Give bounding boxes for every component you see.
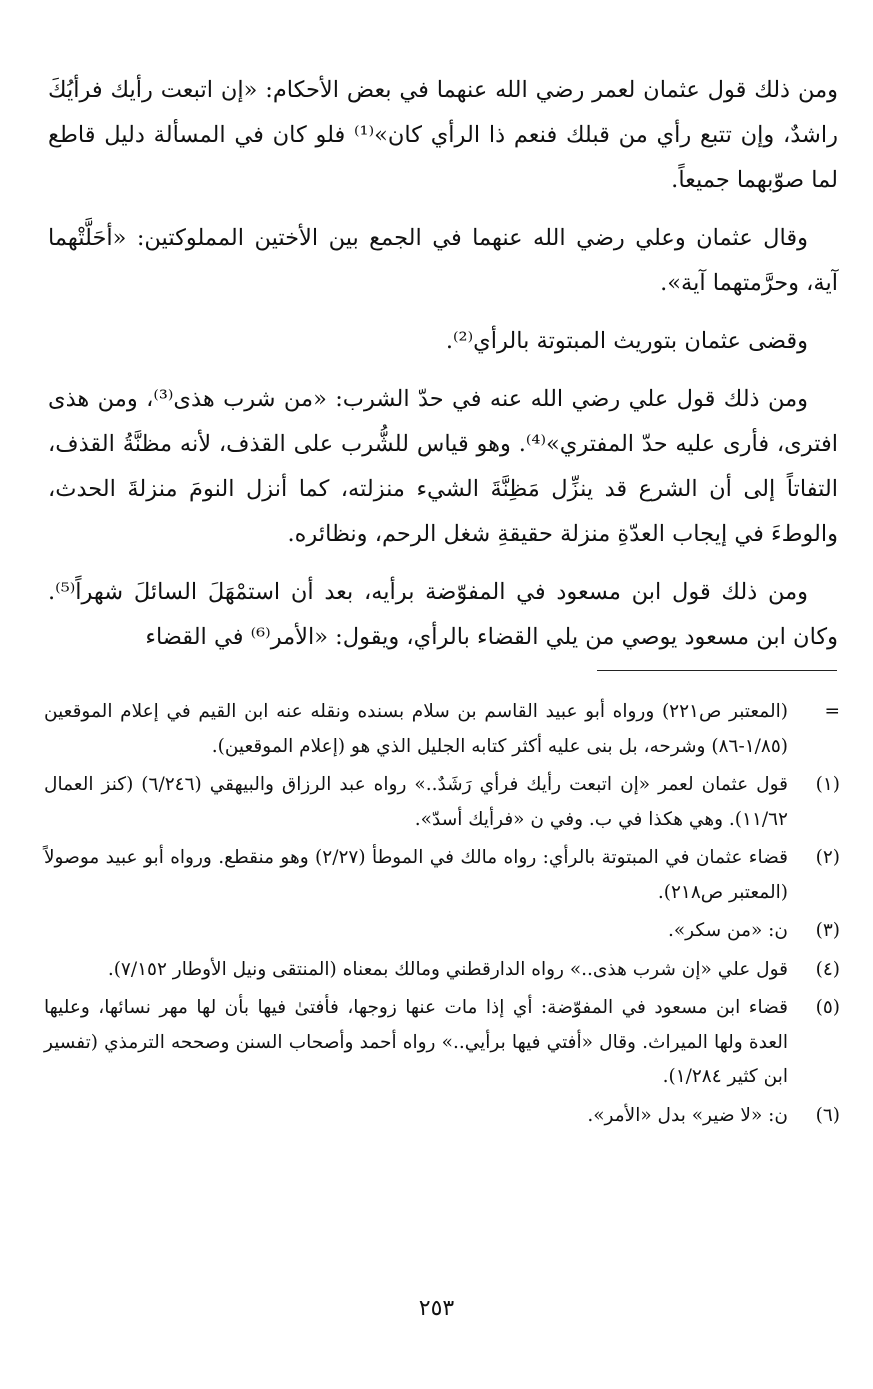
paragraph-4: ومن ذلك قول علي رضي الله عنه في حدّ الشرب: «من شرب هذى⁽³⁾، ومن هذى افترى، فأرى عليه حدّ المفتري»⁽⁴⁾. وهو قياس للشُّرب على القذف، لأنه مظنَّةُ القذف، التفاتاً إلى أن الشرع قد ينزِّل مَظِنَّةَ الشيء منزلته، كما أنزل النومَ منزلةَ الحدث، والوطءَ في إيجاب العدّةِ منزلة حقيقةِ شغل الرحم، ونظائره. [48, 386, 838, 547]
footnote-2 [44, 841, 840, 910]
footnotes [44, 695, 840, 1137]
footnote-marker: (٤) [815, 958, 840, 980]
footnote-5 [44, 991, 840, 1095]
footnote-text: قول علي «إن شرب هذى..» رواه الدارقطني ومالك بمعناه (المنتقى ونيل الأوطار ٧/١٥٢). [107, 958, 788, 980]
footnote-4 [44, 953, 840, 988]
footnote-text: ن: «لا ضير» بدل «الأمر». [587, 1104, 788, 1126]
page-number: ٢٥٣ [418, 1296, 455, 1321]
paragraph-3: وقضى عثمان بتوريث المبتوتة بالرأي⁽²⁾. [445, 328, 808, 354]
footnote-marker: (٣) [815, 920, 840, 941]
footnote-continued [44, 695, 840, 764]
footnote-marker: (٢) [815, 847, 840, 868]
main-text [48, 68, 838, 673]
footnote-separator [597, 670, 837, 671]
footnote-3 [44, 914, 840, 949]
paragraph-1: ومن ذلك قول عثمان لعمر رضي الله عنهما في بعض الأحكام: «إن اتبعت رأيك فرأيُكَ راشدٌ، وإن تتبع رأي من قبلك فنعم ذا الرأي كان»⁽¹⁾ فلو كان في المسألة دليل قاطع لما صوّبهما جميعاً. [48, 77, 838, 193]
footnote-marker: (١) [815, 774, 840, 795]
footnote-text: قول عثمان لعمر «إن اتبعت رأيك فرأي رَشَدٌ..» رواه عبد الرزاق والبيهقي (٦/٢٤٦) (كنز العمال ١١/٦٢). وهي هكذا في ب. وفي ن «فرأيك أسدّ». [44, 774, 788, 830]
footnote-text: (المعتبر ص٢٢١) ورواه أبو عبيد القاسم بن سلام بسنده ونقله عنه ابن القيم في إعلام الموقعين (١/٨٥-٨٦) وشرحه، بل بنى عليه أكثر كتابه الجليل الذي هو (إعلام الموقعين). [44, 701, 789, 757]
paragraph-2: وقال عثمان وعلي رضي الله عنهما في الجمع بين الأختين المملوكتين: «أحَلَّتْهما آية، وحرَّمتهما آية». [48, 225, 838, 296]
footnote-1 [44, 768, 840, 837]
footnote-marker: (٥) [815, 997, 840, 1018]
footnote-text: ن: «من سكر». [667, 920, 788, 941]
footnote-marker: (٦) [815, 1104, 840, 1126]
paragraph-5: ومن ذلك قول ابن مسعود في المفوّضة برأيه، بعد أن استمْهَلَ السائلَ شهراً⁽⁵⁾. وكان ابن مسعود يوصي من يلي القضاء بالرأي، ويقول: «الأمر⁽⁶⁾ في القضاء [48, 579, 838, 650]
footnote-text: قضاء عثمان في المبتوتة بالرأي: رواه مالك في الموطأ (٢/٢٧) وهو منقطع. ورواه أبو عبيد موصولاً (المعتبر ص٢١٨). [44, 847, 788, 903]
footnote-marker: = [824, 701, 840, 722]
footnote-text: قضاء ابن مسعود في المفوّضة: أي إذا مات عنها زوجها، فأفتىٰ فيها بأن لها مهر نسائها، وعليها العدة ولها الميراث. وقال «أفتي فيها برأيي..» رواه أحمد وأصحاب السنن وصححه الترمذي (تفسير ابن كثير ١/٢٨٤). [44, 997, 788, 1087]
footnote-6 [44, 1099, 840, 1134]
